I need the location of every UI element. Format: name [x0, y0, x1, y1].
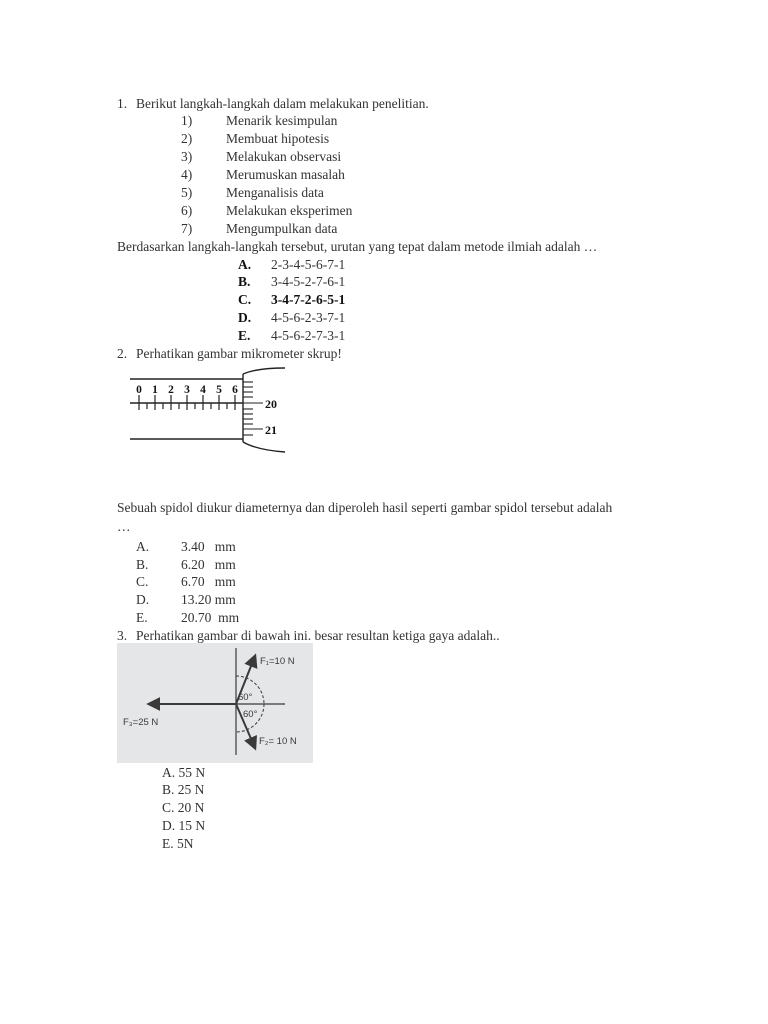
q1-number: 1. [117, 96, 128, 111]
main-scale-label: 3 [184, 384, 190, 396]
q1-step-num: 7) [181, 221, 193, 236]
q2-option-text: 3.40 mm [181, 539, 236, 554]
q1-option-text: 2-3-4-5-6-7-1 [271, 257, 346, 272]
q3-option: E. 5N [162, 836, 194, 851]
q2-prompt: Perhatikan gambar mikrometer skrup! [136, 346, 342, 361]
q1-question: Berdasarkan langkah-langkah tersebut, urutan yang tepat dalam metode ilmiah adalah … [117, 239, 598, 254]
q1-step-text: Menarik kesimpulan [226, 113, 338, 128]
q2-option-letter: B. [136, 557, 149, 572]
thimble-label: 20 [265, 397, 277, 411]
q1-option-letter: C. [238, 292, 252, 307]
q3-number: 3. [117, 628, 128, 643]
q2-option-text: 20.70 mm [181, 610, 240, 625]
q3-prompt: Perhatikan gambar di bawah ini. besar resultan ketiga gaya adalah.. [136, 628, 500, 643]
q2-question-continued: … [117, 519, 131, 534]
q2-option-text: 6.20 mm [181, 557, 236, 572]
micrometer-figure [125, 362, 295, 457]
q2-option-letter: C. [136, 574, 149, 589]
q3-option: C. 20 N [162, 800, 205, 815]
main-scale-label: 2 [168, 384, 174, 396]
main-scale-label: 4 [200, 384, 206, 396]
q1-step-num: 6) [181, 203, 193, 218]
force-diagram [117, 643, 313, 763]
f3-label: F₃=25 N [123, 717, 159, 728]
q1-step-num: 2) [181, 131, 193, 146]
q1-step-text: Merumuskan masalah [226, 167, 345, 182]
q3-option: A. 55 N [162, 765, 206, 780]
q1-option-text: 3-4-5-2-7-6-1 [271, 274, 346, 289]
q1-step-num: 3) [181, 149, 193, 164]
main-scale-label: 5 [216, 384, 222, 396]
q2-option-letter: D. [136, 592, 150, 607]
q1-option-text: 4-5-6-2-7-3-1 [271, 328, 346, 343]
q1-step-text: Melakukan eksperimen [226, 203, 353, 218]
angle-label-bottom: 60° [243, 709, 258, 720]
thimble-label: 21 [265, 423, 277, 437]
q1-option-text-answer: 3-4-7-2-6-5-1 [271, 292, 346, 307]
q1-option-letter: E. [238, 328, 251, 343]
angle-label-top: 60° [238, 692, 253, 703]
q3-option: B. 25 N [162, 782, 205, 797]
f2-label: F₂= 10 N [259, 736, 297, 747]
main-scale-label: 6 [232, 384, 238, 396]
q1-step-text: Mengumpulkan data [226, 221, 338, 236]
thimble-outline [243, 368, 285, 452]
q1-option-letter: B. [238, 274, 251, 289]
q2-question: Sebuah spidol diukur diameternya dan diperoleh hasil seperti gambar spidol tersebut adalah [117, 500, 613, 515]
q1-step-text: Membuat hipotesis [226, 131, 330, 146]
q1-step-text: Melakukan observasi [226, 149, 342, 164]
q1-step-num: 1) [181, 113, 193, 128]
q2-option-text: 6.70 mm [181, 574, 236, 589]
q1-option-letter: D. [238, 310, 252, 325]
q2-option-letter: A. [136, 539, 150, 554]
q1-step-text: Menganalisis data [226, 185, 324, 200]
q2-number: 2. [117, 346, 128, 361]
q1-option-letter: A. [238, 257, 252, 272]
q2-option-letter: E. [136, 610, 148, 625]
q1-step-num: 5) [181, 185, 193, 200]
f1-label: F₁=10 N [260, 656, 295, 667]
q1-option-text: 4-5-6-2-3-7-1 [271, 310, 346, 325]
q2-option-text: 13.20 mm [181, 592, 236, 607]
q1-step-num: 4) [181, 167, 193, 182]
thimble-ticks [243, 382, 263, 435]
main-scale-label: 0 [136, 384, 142, 396]
main-scale-label: 1 [152, 384, 158, 396]
q1-prompt: Berikut langkah-langkah dalam melakukan penelitian. [136, 96, 429, 111]
q3-option: D. 15 N [162, 818, 206, 833]
